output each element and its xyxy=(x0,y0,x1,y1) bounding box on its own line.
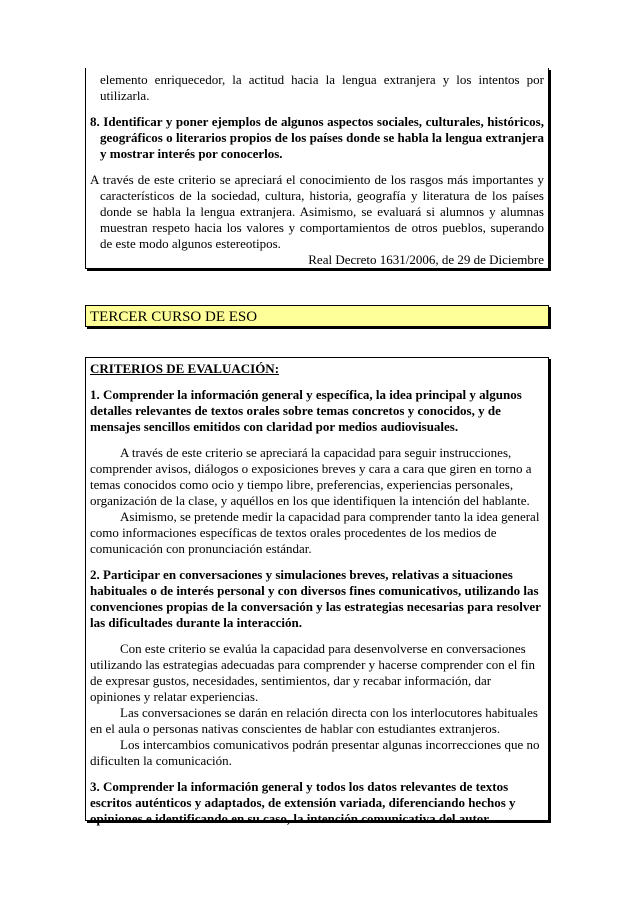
continuation-text: elemento enriquecedor, la actitud hacia la lengua extranjera y los intentos por utilizarla. xyxy=(100,72,544,103)
criterion-8-title: 8. Identificar y poner ejemplos de algunos aspectos sociales, culturales, históricos, geográficos o literarios propios de los países donde se habla la lengua extranjera y mostrar interés por conocerlos. xyxy=(90,114,544,161)
criterion-1-paragraph-2: Asimismo, se pretende medir la capacidad para comprender tanto la idea general como informaciones específicas de textos orales procedentes de los medios de comunicación con pronunciación estándar. xyxy=(90,509,540,556)
criterion-2-paragraph-1: Con este criterio se evalúa la capacidad para desenvolverse en conversaciones utilizando las estrategias adecuadas para comprender y hacerse comprender con el fin de expresar gustos, necesidades, sentimientos, dar y recabar información, dar opiniones y relatar experiencias. xyxy=(90,641,536,704)
criterion-1-paragraph-1: A través de este criterio se apreciará la capacidad para seguir instrucciones, comprender avisos, diálogos o exposiciones breves y cara a cara que giren en torno a temas conocidos como ocio y tiempo libre, preferencias, experiencias personales, organización de la clase, y aquéllos en los que identifiquen la intención del hablante. xyxy=(90,445,532,508)
section-title: TERCER CURSO DE ESO xyxy=(90,309,258,325)
criterion-2-paragraph-3: Los intercambios comunicativos podrán presentar algunas incorrecciones que no dificulten la comunicación. xyxy=(90,737,540,768)
source-citation: Real Decreto 1631/2006, de 29 de Diciembre xyxy=(308,252,544,267)
criteria-box xyxy=(85,357,549,826)
criteria-heading: CRITERIOS DE EVALUACIÓN: xyxy=(90,361,280,376)
criterion-8-box xyxy=(85,68,549,269)
criterion-8-text: A través de este criterio se apreciará el conocimiento de los rasgos más importantes y característicos de la sociedad, cultura, historia, geografía y literatura de los países donde se habla la lengua extranjera. Asimismo, se evaluará si alumnos y alumnas muestran respeto hacia los valores y comportamientos de otros pueblos, superando de este modo algunos estereotipos. xyxy=(90,172,544,251)
section-title-box xyxy=(85,305,549,327)
criterion-2-title: 2. Participar en conversaciones y simulaciones breves, relativas a situaciones habituales o de interés personal y con diversos fines comunicativos, utilizando las convenciones propias de la conversación y las estrategias necesarias para resolver las dificultades durante la interacción. xyxy=(90,567,541,630)
criterion-2-paragraph-2: Las conversaciones se darán en relación directa con los interlocutores habituales en el aula o personas nativas conscientes de hablar con estudiantes extranjeros. xyxy=(90,705,538,736)
criterion-1-title: 1. Comprender la información general y específica, la idea principal y algunos detalles relevantes de textos orales sobre temas concretos y conocidos, y de mensajes sencillos emitidos con claridad por medios audiovisuales. xyxy=(90,387,522,434)
criterion-3-title: 3. Comprender la información general y todos los datos relevantes de textos escritos auténticos y adaptados, de extensión variada, diferenciando hechos y opiniones e identificando en su caso, la intención comunicativa del autor. xyxy=(90,779,516,826)
